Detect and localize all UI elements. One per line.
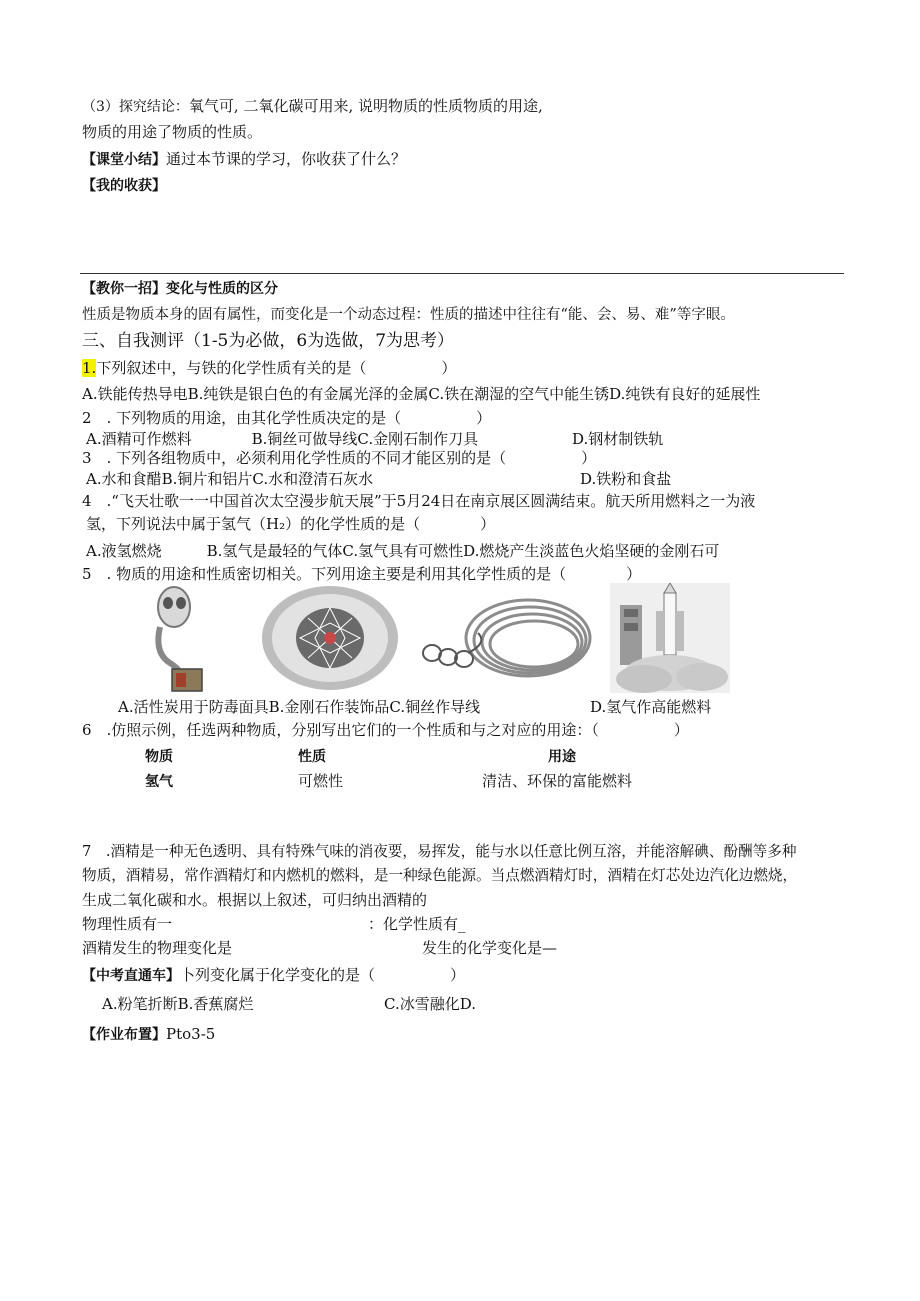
conclusion-prefix: （3）探究结论： xyxy=(82,99,189,115)
q4-stem-2: 氢，下列说法中属于氢气（H₂）的化学性质的是（ ） xyxy=(86,515,496,533)
q3-option-d: D.铁粉和食盐 xyxy=(580,470,672,488)
q4-stem-1: 4 .“飞天壮歌一一中国首次太空漫步航天展”于5月24日在南京展区圆满结束。航天所用燃料之一为液 xyxy=(82,492,756,510)
rocket-launch-image xyxy=(610,583,730,693)
conclusion-text: 氧气可, 二氧化碳可用来, 说明物质的性质物质的用途, xyxy=(188,97,543,115)
exam-options-ab: A.粉笔折断B.香蕉腐烂 xyxy=(102,995,254,1013)
q5-stem: 5 . 物质的用途和性质密切相关。下列用途主要是利用其化学性质的是（ ） xyxy=(82,565,642,583)
q6-example-use: 清洁、环保的富能燃料 xyxy=(482,772,633,790)
q1-text: 下列叙述中，与铁的化学性质有关的是（ ） xyxy=(96,359,457,377)
q5-options-abc: A.活性炭用于防毒面具B.金刚石作装饰品C.铜丝作导线 xyxy=(118,698,481,716)
exam-question xyxy=(82,965,465,986)
q1-options: A.铁能传热导电B.纯铁是银白色的有金属光泽的金属C.铁在潮湿的空气中能生锈D.纯铁有良好的延展性 xyxy=(82,385,761,403)
class-summary xyxy=(82,149,406,170)
conclusion-line-1 xyxy=(82,96,543,117)
copper-wire-image xyxy=(418,583,596,693)
tip-text: 性质是物质本身的固有属性，而变化是一个动态过程：性质的描述中往往有“能、会、易、难”等字眼。 xyxy=(82,307,735,323)
q6-stem: 6 .仿照示例，任选两种物质，分别写出它们的一个性质和与之对应的用途：（ ） xyxy=(82,721,689,739)
conclusion-line-2: 物质的用途了物质的性质。 xyxy=(82,123,263,141)
homework-label: 【作业布置】 xyxy=(82,1027,166,1043)
tip-label: 【教你一招】变化与性质的区分 xyxy=(82,281,278,297)
q1-number: 1. xyxy=(82,359,97,377)
exam-stem: 卜列变化属于化学变化的是（ ） xyxy=(180,966,466,984)
q6-header-substance: 物质 xyxy=(145,749,173,765)
exam-options-cd: C.冰雪融化D. xyxy=(384,995,476,1013)
self-test-heading: 三、自我测评（1-5为必做，6为选做，7为思考） xyxy=(82,331,455,351)
q7-line-2: 物质，酒精易，常作酒精灯和内燃机的燃料，是一种绿色能源。当点燃酒精灯时，酒精在灯芯处边汽化边燃烧， xyxy=(82,867,798,884)
diamond-ornament-image xyxy=(260,583,400,693)
harvest-label: 【我的收获】 xyxy=(82,178,166,194)
q6-header-property: 性质 xyxy=(298,749,326,765)
homework xyxy=(82,1024,215,1045)
homework-text: Pto3-5 xyxy=(166,1025,216,1043)
q2-options-abc: A.酒精可作燃料 B.铜丝可做导线C.金刚石制作刀具 xyxy=(86,430,479,448)
q6-example-substance: 氢气 xyxy=(145,774,173,790)
q4-options: A.液氢燃烧 B.氢气是最轻的气体C.氢气具有可燃性D.燃烧产生淡蓝色火焰坚硬的金刚石可 xyxy=(86,542,720,560)
q7-chemical-change-label: 发生的化学变化是— xyxy=(422,939,558,957)
exam-label: 【中考直通车】 xyxy=(82,968,180,984)
q2-stem: 2 . 下列物质的用途，由其化学性质决定的是（ ） xyxy=(82,409,492,427)
q2-option-d: D.钢材制铁轨 xyxy=(572,430,664,448)
q6-example-property: 可燃性 xyxy=(298,772,344,790)
q7-physical-change-label: 酒精发生的物理变化是 xyxy=(82,939,233,957)
q6-header-use: 用途 xyxy=(548,749,576,765)
q3-stem: 3 . 下列各组物质中，必须利用化学性质的不同才能区别的是（ ） xyxy=(82,449,597,467)
q7-line-1: 7 .酒精是一种无色透明、具有特殊气味的消夜要，易挥发，能与水以任意比例互溶，并能溶解碘、酚酬等多种 xyxy=(82,843,797,860)
summary-text: 通过本节课的学习，你收获了什么？ xyxy=(166,150,407,168)
q3-options-abc: A.水和食醋B.铜片和铝片C.水和澄清石灰水 xyxy=(86,470,374,488)
q1-stem xyxy=(82,358,456,378)
section-divider xyxy=(80,273,844,274)
q7-chemical-property-label: ：化学性质有_ xyxy=(368,915,466,933)
summary-label: 【课堂小结】 xyxy=(82,152,166,168)
q7-line-3: 生成二氧化碳和水。根据以上叙述，可归纳出酒精的 xyxy=(82,891,428,909)
q5-option-d: D.氢气作高能燃料 xyxy=(590,698,712,716)
gas-mask-image xyxy=(150,583,220,693)
q7-physical-property-label: 物理性质有一 xyxy=(82,915,173,933)
